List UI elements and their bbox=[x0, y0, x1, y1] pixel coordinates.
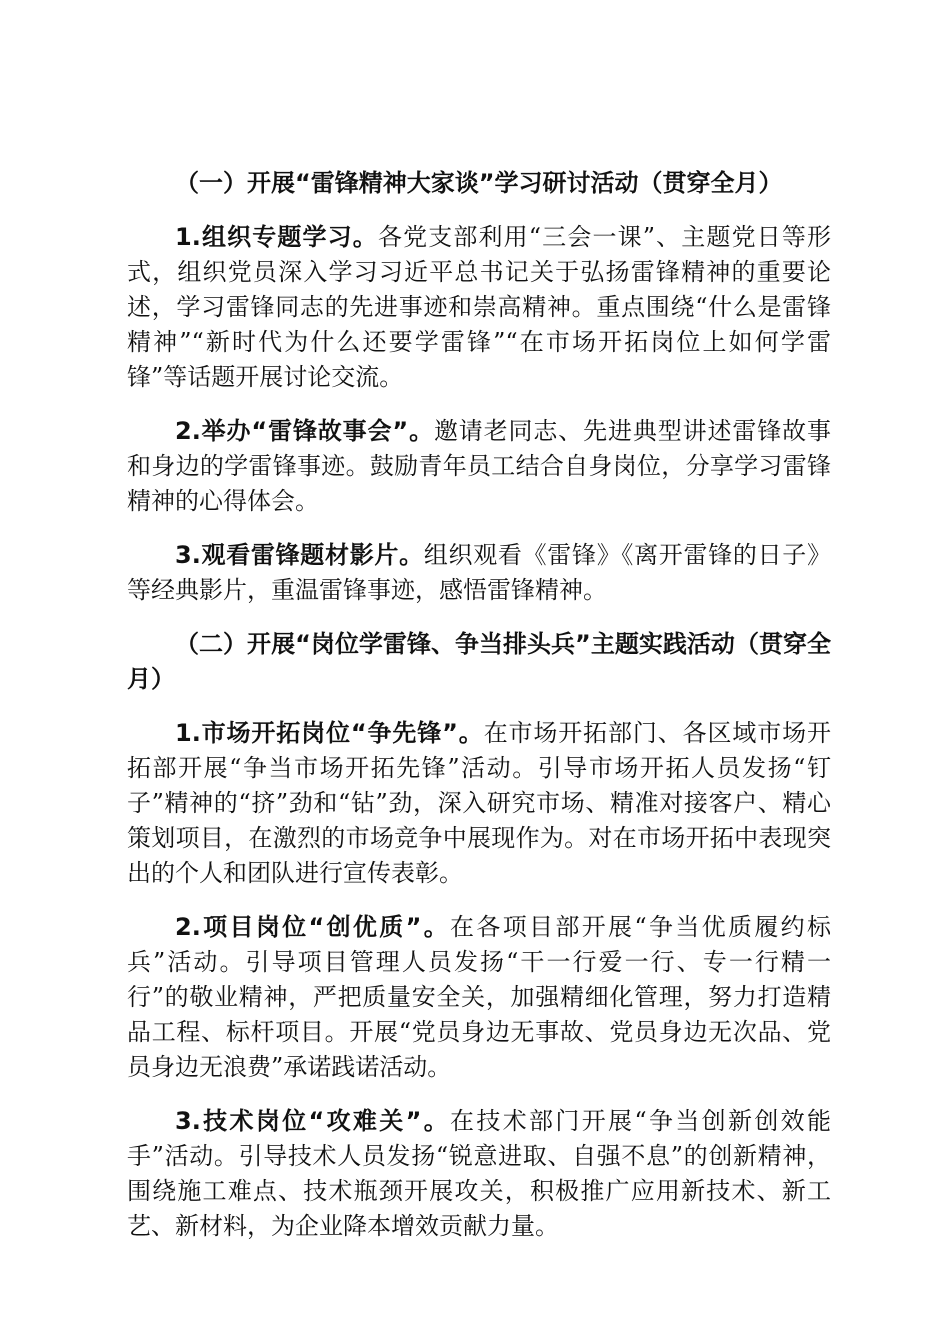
paragraph-lead: 1.组织专题学习。 bbox=[175, 223, 378, 251]
section-heading-1: （一）开展“雷锋精神大家谈”学习研讨活动（贯穿全月） bbox=[175, 169, 783, 197]
paragraph-lead: 1.市场开拓岗位“争先锋”。 bbox=[175, 719, 484, 747]
paragraph-lead: 2.举办“雷锋故事会”。 bbox=[175, 417, 434, 445]
paragraph-lead: 3.观看雷锋题材影片。 bbox=[175, 541, 424, 569]
paragraph-1-2 bbox=[127, 414, 831, 519]
paragraph-2-2 bbox=[127, 910, 831, 1085]
paragraph-1-3 bbox=[127, 538, 831, 608]
paragraph-body: 组织观看《雷锋》《离开雷锋的日子》等经典影片，重温雷锋事迹，感悟雷锋精神。 bbox=[127, 541, 831, 604]
paragraph-body: 在技术部门开展“争当创新创效能手”活动。引导技术人员发扬“锐意进取、自强不息”的创新精神，围绕施工难点、技术瓶颈开展攻关，积极推广应用新技术、新工艺、新材料，为企业降本增效贡献力量。 bbox=[127, 1107, 831, 1240]
paragraph-lead: 2.项目岗位“创优质”。 bbox=[175, 913, 451, 941]
paragraph-2-1 bbox=[127, 716, 831, 891]
section-heading-2: （二）开展“岗位学雷锋、争当排头兵”主题实践活动（贯穿全月） bbox=[127, 630, 831, 693]
paragraph-body: 邀请老同志、先进典型讲述雷锋故事和身边的学雷锋事迹。鼓励青年员工结合自身岗位，分享学习雷锋精神的心得体会。 bbox=[127, 417, 831, 515]
paragraph-1-1 bbox=[127, 220, 831, 395]
paragraph-body: 在市场开拓部门、各区域市场开拓部开展“争当市场开拓先锋”活动。引导市场开拓人员发扬“钉子”精神的“挤”劲和“钻”劲，深入研究市场、精准对接客户、精心策划项目，在激烈的市场竞争中展现作为。对在市场开拓中表现突出的个人和团队进行宣传表彰。 bbox=[127, 719, 831, 887]
paragraph-2-3 bbox=[127, 1104, 831, 1244]
paragraph-body: 各党支部利用“三会一课”、主题党日等形式，组织党员深入学习习近平总书记关于弘扬雷锋精神的重要论述，学习雷锋同志的先进事迹和崇高精神。重点围绕“什么是雷锋精神”“新时代为什么还要学雷锋”“在市场开拓岗位上如何学雷锋”等话题开展讨论交流。 bbox=[127, 223, 831, 391]
paragraph-body: 在各项目部开展“争当优质履约标兵”活动。引导项目管理人员发扬“干一行爱一行、专一行精一行”的敬业精神，严把质量安全关，加强精细化管理，努力打造精品工程、标杆项目。开展“党员身边无事故、党员身边无次品、党员身边无浪费”承诺践诺活动。 bbox=[127, 913, 831, 1081]
paragraph-lead: 3.技术岗位“攻难关”。 bbox=[175, 1107, 451, 1135]
document-page bbox=[127, 166, 831, 1263]
